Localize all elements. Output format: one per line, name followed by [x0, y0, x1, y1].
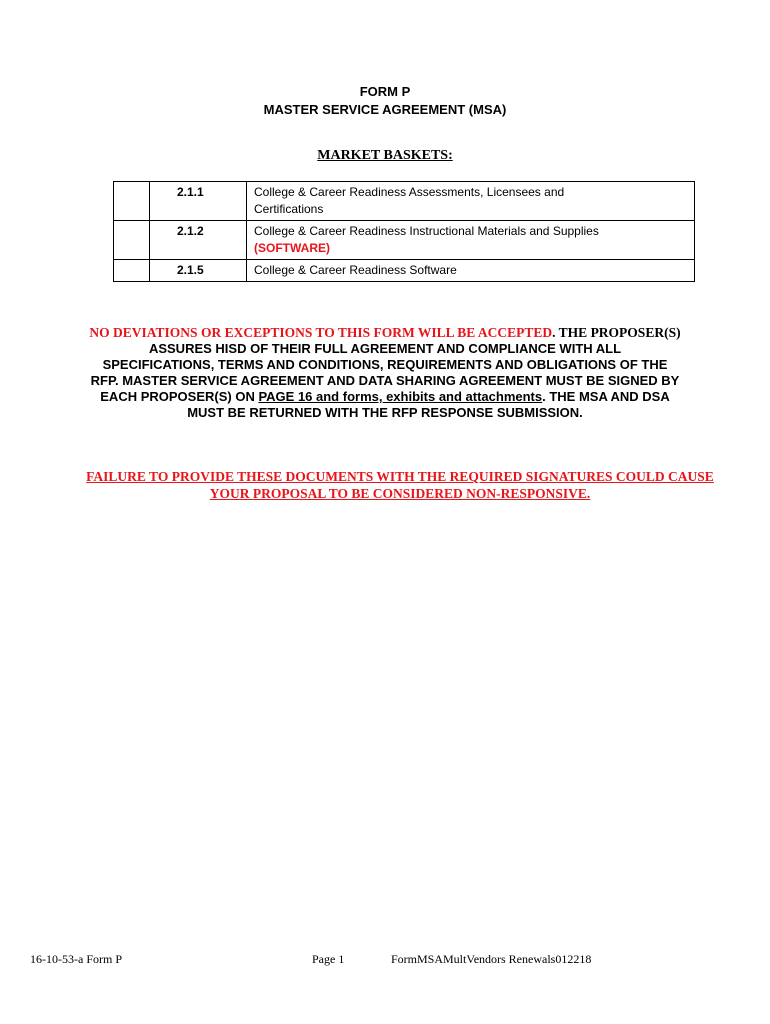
footer-doc-id: 16-10-53-a Form P — [30, 952, 122, 966]
notice-line: RFP. MASTER SERVICE AGREEMENT AND DATA SHARING AGREEMENT MUST BE SIGNED BY — [90, 373, 680, 388]
failure-warning — [70, 468, 730, 502]
empty-cell — [114, 221, 150, 260]
notice-line — [70, 325, 700, 341]
market-baskets-table — [113, 181, 695, 282]
basket-description-line: College & Career Readiness Instructional Materials and Supplies — [254, 224, 599, 238]
footer-page-number: Page 1 — [312, 952, 345, 966]
notice-line5-end: . THE MSA AND DSA — [542, 389, 670, 404]
basket-code: 2.1.2 — [150, 221, 247, 260]
notice-line — [70, 389, 700, 405]
failure-line: YOUR PROPOSAL TO BE CONSIDERED NON-RESPONSIVE. — [209, 486, 591, 501]
footer-file-name: FormMSAMultVendors Renewals012218 — [391, 952, 592, 966]
basket-code: 2.1.5 — [150, 260, 247, 282]
notice-line: MUST BE RETURNED WITH THE RFP RESPONSE SUBMISSION. — [187, 405, 583, 420]
basket-code: 2.1.1 — [150, 182, 247, 221]
basket-description — [247, 182, 695, 221]
form-label: FORM P — [359, 84, 411, 99]
table-row — [114, 221, 695, 260]
market-baskets-heading: MARKET BASKETS: — [317, 148, 453, 163]
software-tag: (SOFTWARE) — [254, 241, 330, 255]
table-row — [114, 182, 695, 221]
failure-line: FAILURE TO PROVIDE THESE DOCUMENTS WITH THE REQUIRED SIGNATURES COULD CAUSE — [86, 469, 714, 484]
notice-line: ASSURES HISD OF THEIR FULL AGREEMENT AND COMPLIANCE WITH ALL — [148, 341, 622, 356]
compliance-notice — [70, 325, 700, 421]
basket-description-line: College & Career Readiness Software — [254, 263, 457, 277]
agreement-title: MASTER SERVICE AGREEMENT (MSA) — [263, 102, 507, 117]
table-row — [114, 260, 695, 282]
notice-line5-start: EACH PROPOSER(S) ON — [100, 389, 259, 404]
page-16-reference: PAGE 16 and forms, exhibits and attachments — [258, 389, 543, 404]
empty-cell — [114, 260, 150, 282]
basket-description-line: College & Career Readiness Assessments, Licensees and — [254, 185, 565, 199]
basket-description — [247, 221, 695, 260]
no-deviations-warning: NO DEVIATIONS OR EXCEPTIONS TO THIS FORM WILL BE ACCEPTED — [89, 325, 553, 340]
basket-description — [247, 260, 695, 282]
notice-proposer-text: . THE PROPOSER(S) — [552, 325, 681, 340]
basket-description-line: Certifications — [254, 202, 324, 216]
empty-cell — [114, 182, 150, 221]
notice-line: SPECIFICATIONS, TERMS AND CONDITIONS, REQUIREMENTS AND OBLIGATIONS OF THE — [102, 357, 668, 372]
